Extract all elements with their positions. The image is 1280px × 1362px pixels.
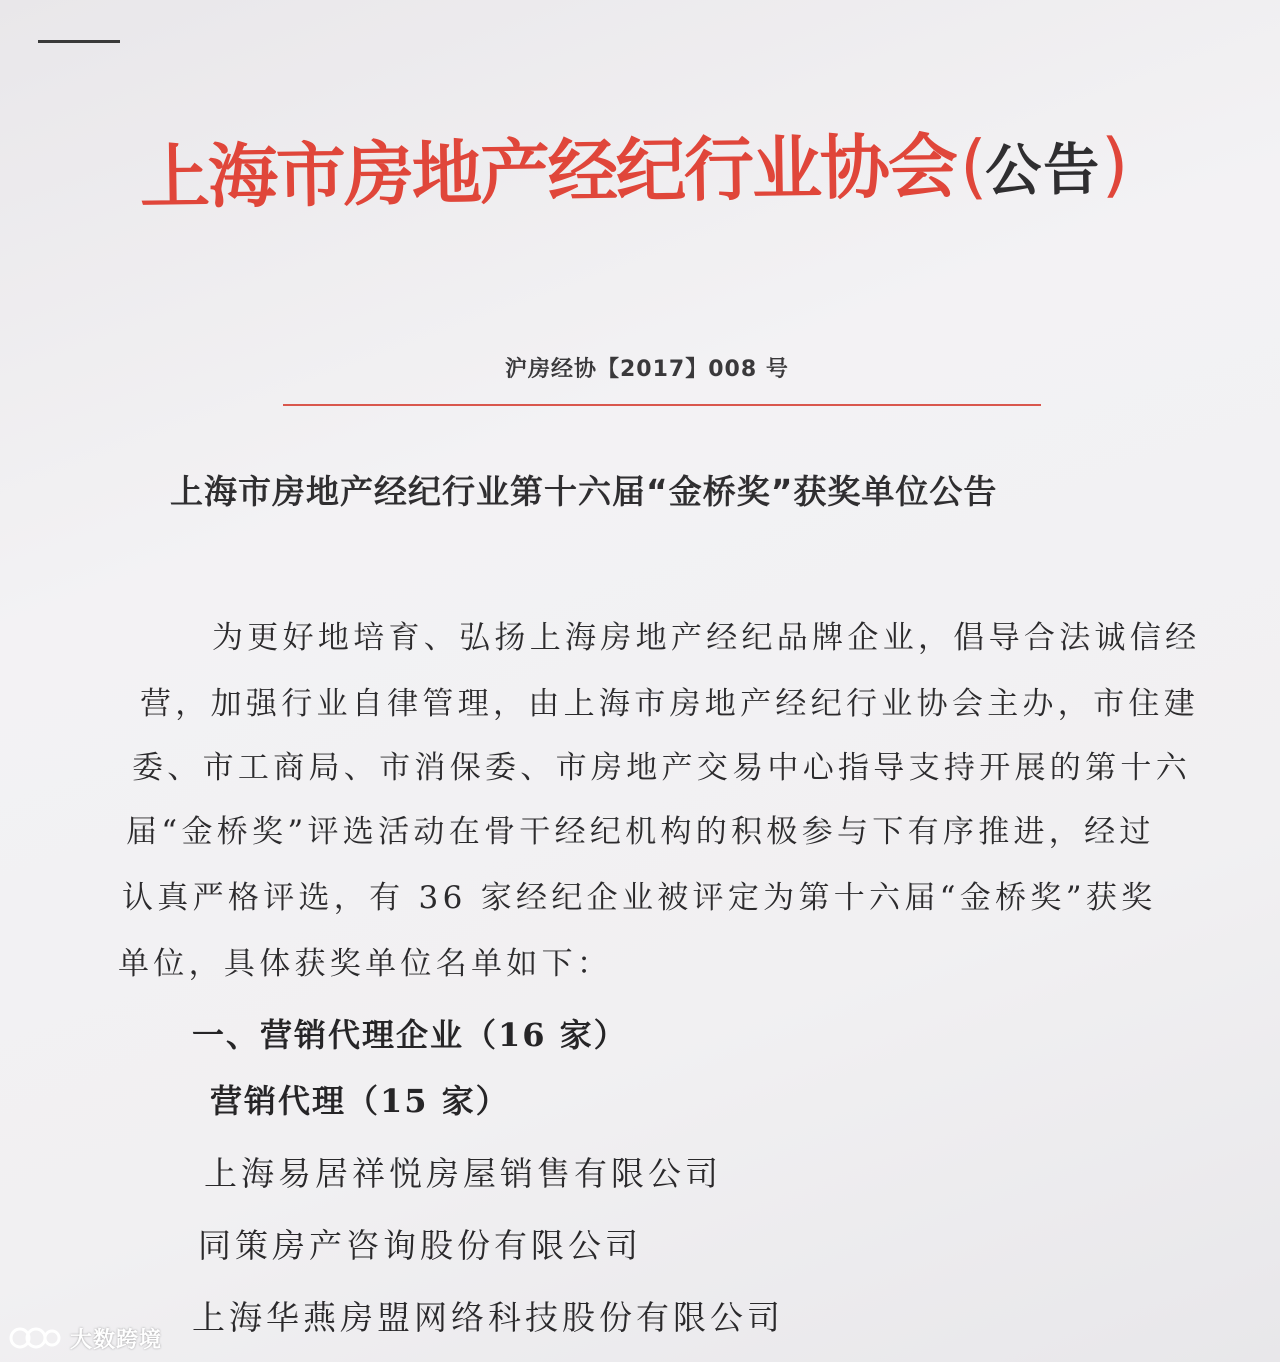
body-line: 认真严格评选，有 36 家经纪企业被评定为第十六届“金桥奖”获奖	[122, 880, 1157, 916]
document-number: 沪房经协【2017】008 号	[505, 357, 789, 382]
company-item: 上海易居祥悦房屋销售有限公司	[204, 1154, 722, 1193]
watermark	[8, 1318, 162, 1358]
section-heading: 一、营销代理企业（16 家）	[192, 1016, 628, 1054]
notice-title: 上海市房地产经纪行业第十六届“金桥奖”获奖单位公告	[170, 472, 998, 511]
body-line: 营，加强行业自律管理，由上海市房地产经纪行业协会主办，市住建	[140, 686, 1199, 722]
body-line: 单位，具体获奖单位名单如下：	[118, 946, 613, 982]
corner-dash-mark	[38, 40, 120, 43]
body-line: 为更好地培育、弘扬上海房地产经纪品牌企业，倡导合法诚信经	[212, 620, 1201, 656]
bracket-close: )	[1100, 123, 1128, 206]
company-item: 同策房产咨询股份有限公司	[198, 1226, 642, 1265]
bracket-label: 公告	[984, 137, 1102, 205]
company-item: 上海华燕房盟网络科技股份有限公司	[192, 1298, 784, 1337]
watermark-text: 大数跨境	[70, 1327, 163, 1353]
organization-header	[139, 113, 1200, 234]
body-line: 届“金桥奖”评选活动在骨干经纪机构的积极参与下有序推进，经过	[126, 814, 1155, 850]
watermark-logo-icon	[8, 1321, 62, 1355]
subsection-heading: 营销代理（15 家）	[210, 1082, 510, 1120]
header-divider	[283, 404, 1041, 406]
body-line: 委、市工商局、市消保委、市房地产交易中心指导支持开展的第十六	[132, 750, 1191, 786]
bracket-open: (	[959, 125, 986, 208]
organization-name: 上海市房地产经纪行业协会	[139, 125, 957, 219]
